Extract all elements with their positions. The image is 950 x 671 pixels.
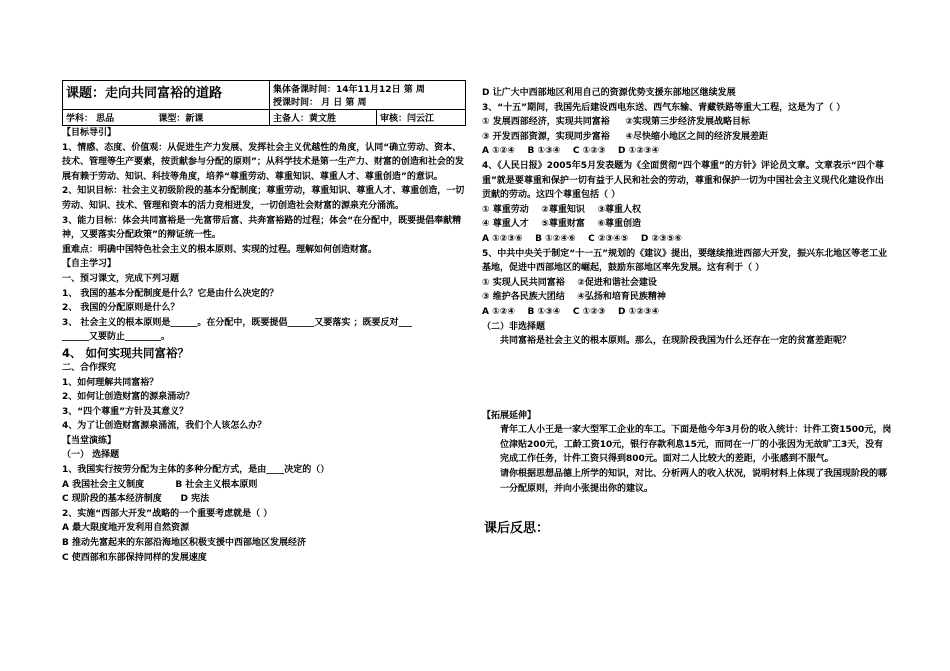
subject: 学科： 思品 — [66, 114, 115, 124]
choice-q5-opts-34: ③ 维护各民族大团结 ④弘扬和培育民族精神 — [482, 292, 666, 303]
choice-q2-b: B 推动先富起来的东部沿海地区积极支援中西部地区发展经济 — [62, 538, 306, 549]
choice-q1: 1、我国实行按劳分配为主体的多种分配方式，是由____决定的（） — [62, 465, 330, 476]
guide-item-3: 3、能力目标：体会共同富裕是一先富带后富、共奔富裕路的过程；体会“在分配中，既要提倡奉献精神，又要落实分配政策”的辩证统一性。 — [62, 215, 462, 241]
schedule-cell — [270, 81, 466, 110]
choice-q2-a: A 最大限度地开发利用自然资源 — [62, 523, 190, 534]
choice-heading: （一） 选择题 — [62, 450, 120, 461]
choice-q4-answers: A ①②③⑥ B ①②④⑥ C ②③④⑤ D ②③⑤⑥ — [482, 233, 682, 244]
choice-q5-opts-12: ① 实现人民共同富裕 ②促进和谐社会建设 — [482, 277, 657, 288]
guide-item-1: 1、情感、态度、价值观：从促进生产力发展、发挥社会主义优越性的角度，认同“确立劳动、资本、技术、管理等生产要素，按贡献参与分配的原则”；从科学技术是第一生产力、财富的创造和社会的发展有赖于劳动、知识、科技等角度，培养“尊重劳动、尊重知识、尊重人才、尊重创造”的意识。 — [62, 142, 464, 182]
self-study-intro: 一、预习课文，完成下列习题 — [62, 273, 180, 284]
lesson-header-table — [62, 80, 466, 126]
self-study-q3a: 3、 社会主义的根本原则是______。在分配中，既要提倡______又要落实 ；既要反对___ — [62, 317, 413, 328]
lesson-title: 课题：走向共同富裕的道路 — [63, 81, 270, 110]
self-study-q4: 4、 如何实现共同富裕？ — [62, 345, 190, 360]
coop-heading: 二、合作探究 — [62, 362, 117, 373]
choice-q3-answers: A ①②④ B ①③④ C ①②③ D ①②③④ — [482, 146, 660, 157]
coop-q1: 1、如何理解共同富裕？ — [62, 377, 159, 388]
guide-heading: 【目标导引】 — [62, 128, 117, 138]
choice-q4-opts-456: ④ 尊重人才 ⑤尊重财富 ⑥尊重创造 — [482, 219, 642, 230]
choice-q5: 5、中共中央关于制定“十一五”规划的《建议》提出，要继续推进西部大开发，振兴东北地区等老工业基地，促进中西部地区的崛起，鼓励东部地区率先发展。这有利于（ ） — [482, 248, 888, 274]
self-study-q2: 2、 我国的分配原则是什么？ — [62, 303, 180, 314]
after-class-reflection: 课后反思： — [484, 521, 550, 536]
lesson-type: 课型：新课 — [158, 114, 204, 124]
self-study-q3b: ______又要防止________。 — [62, 332, 171, 343]
prep-time: 集体备课时间：14年11月12日 第 周 — [273, 85, 425, 95]
choice-q4-opts-123: ① 尊重劳动 ②尊重知识 ③尊重人权 — [482, 204, 642, 215]
coop-q3: 3、“四个尊重”方针及其意义？ — [62, 406, 189, 417]
reviewer: 审核：闫云江 — [380, 114, 435, 124]
lead-teacher: 主备人：黄文胜 — [273, 114, 337, 124]
nonchoice-question: 共同富裕是社会主义的根本原则。那么，在现阶段我国为什么还存在一定的贫富差距呢？ — [500, 336, 852, 347]
coop-q2: 2、如何让创造财富的源泉涌动？ — [62, 392, 195, 403]
reviewer-cell — [377, 110, 466, 126]
subject-cell — [63, 110, 270, 126]
extension-task: 请你根据思想品德上所学的知识，对比、分析两人的收入状况，说明材料上体现了我国现阶段的哪一分配原则，并向小张提出你的建议。 — [500, 469, 888, 494]
left-column — [62, 80, 468, 565]
nonchoice-heading: （二）非选择题 — [482, 321, 546, 332]
coop-q4: 4、为了让创造财富源泉涌流，我们个人该怎么办？ — [62, 421, 267, 432]
right-column — [482, 86, 892, 496]
self-study-q1: 1、 我国的基本分配制度是什么？它是由什么决定的？ — [62, 288, 279, 299]
choice-q2-c: C 使西部和东部保持同样的发展速度 — [62, 552, 207, 563]
choice-q3: 3、“十五”期间，我国先后建设西电东送、西气东输、青藏铁路等重大工程，这是为了（ ） — [482, 102, 846, 113]
extension-text: 青年工人小王是一家大型军工企业的车工。下面是他今年3月份的收入统计：计件工资1500元，岗位津贴200元，工龄工资10元，银行存款利息15元，而同在一厂的小张因为无故旷工3天，没有完成工作任务，计件工资只得到800元。面对二人比较大的差距，小张感到不服气。 — [500, 425, 892, 465]
choice-q2-d: D 让广大中西部地区利用自己的资源优势支援东部地区继续发展 — [482, 88, 736, 98]
guide-item-2: 2、知识目标：社会主义初级阶段的基本分配制度；尊重劳动，尊重知识、尊重人才、尊重创造，一切劳动、知识、技术、管理和资本的活力竞相迸发，一切创造社会财富的源泉充分涌流。 — [62, 186, 465, 211]
choice-q3-opts-12: ① 发展西部经济，实现共同富裕 ②实现第三步经济发展战略目标 — [482, 117, 751, 128]
choice-q1-cd: C 现阶段的基本经济制度 D 宪法 — [62, 494, 210, 505]
key-points: 重难点：明确中国特色社会主义的根本原则、实现的过程。理解如何创造财富。 — [62, 244, 378, 255]
choice-q2: 2、实施“西部大开发”战略的一个重要考虑就是（ ） — [62, 508, 273, 519]
class-practice-heading: 【当堂演练】 — [62, 435, 117, 446]
teach-time: 授课时间： 月 日 第 周 — [273, 98, 367, 108]
answer-space — [482, 349, 892, 409]
choice-q1-ab: A 我国社会主义制度 B 社会主义根本原则 — [62, 479, 258, 490]
choice-q5-answers: A ①②④ B ①③④ C ①②③ D ①②③④ — [482, 306, 660, 317]
extension-heading: 【拓展延伸】 — [482, 410, 537, 421]
choice-q4: 4、《人民日报》2005年5月发表题为《全面贯彻“四个尊重”的方针》评论员文章。文章表示“四个尊重”就是要尊重和保护一切有益于人民和社会的劳动，尊重和保护一切为中国社会主义现代化建设作出贡献的劳动。这四个尊重包括（ ） — [482, 160, 884, 201]
self-study-heading: 【自主学习】 — [62, 259, 117, 270]
choice-q3-opts-34: ③ 开发西部资源，实现同步富裕 ④尽快缩小地区之间的经济发展差距 — [482, 131, 769, 142]
lead-cell — [270, 110, 377, 126]
